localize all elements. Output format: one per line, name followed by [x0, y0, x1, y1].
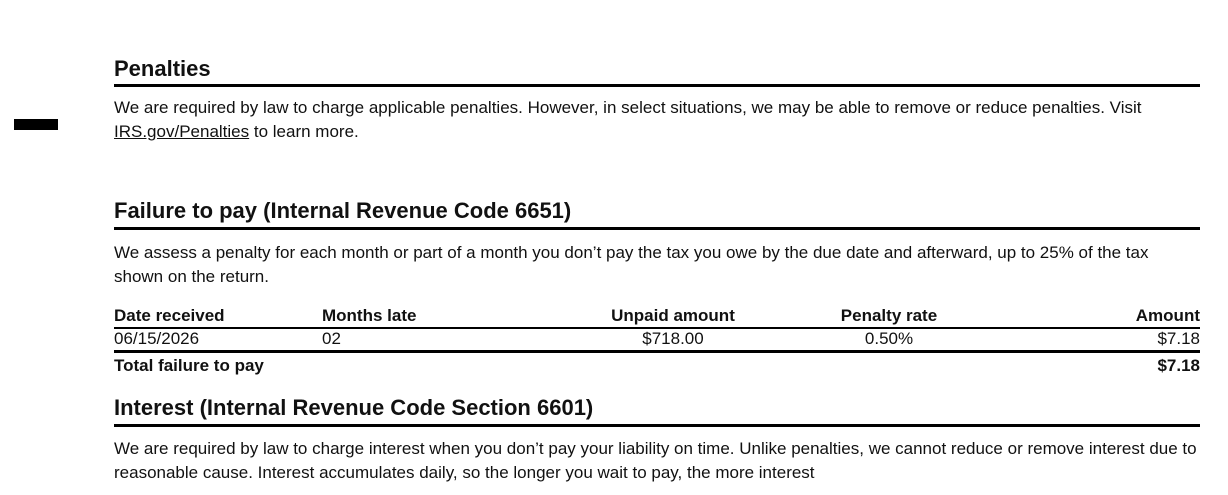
total-amount: $7.18: [1157, 356, 1200, 375]
penalties-text-before-link: We are required by law to charge applicable penalties. However, in select situations, we may be able to remove or reduce penalties. Visit: [114, 98, 1142, 117]
interest-heading: Interest (Internal Revenue Code Section 6601): [114, 395, 594, 420]
failure-to-pay-description: We assess a penalty for each month or part of a month you don’t pay the tax you owe by the due date and afterward, up to 25% of the tax shown on the return.: [114, 243, 1149, 286]
column-header-amount: Amount: [1135, 306, 1200, 325]
table-row: [114, 328, 1200, 349]
column-header-months-late: Months late: [322, 306, 417, 325]
failure-to-pay-heading-rule: [114, 227, 1200, 230]
table-header-row: [114, 305, 1200, 326]
total-row: [114, 355, 1200, 376]
months-late-cell: 02: [322, 329, 341, 348]
date-received-cell: 06/15/2026: [114, 329, 200, 348]
penalties-text-after-link: to learn more.: [249, 122, 359, 141]
failure-to-pay-heading: Failure to pay (Internal Revenue Code 6651): [114, 198, 572, 223]
column-header-penalty-rate: Penalty rate: [840, 306, 938, 325]
penalties-paragraph: [114, 96, 1200, 144]
margin-marker-bar: [14, 119, 58, 130]
unpaid-amount-cell: $718.00: [642, 329, 704, 348]
irs-penalties-link[interactable]: IRS.gov/Penalties: [114, 122, 250, 141]
interest-description: We are required by law to charge interest when you don’t pay your liability on time. Unlike penalties, we cannot reduce or remove interest due to reasonable cause. Interest accumulates daily, so the longer you wait to pay, the more interest: [114, 439, 1197, 482]
total-label: Total failure to pay: [114, 356, 264, 375]
data-row-rule: [114, 350, 1200, 353]
penalties-heading: Penalties: [114, 56, 211, 81]
penalties-heading-rule: [114, 84, 1200, 87]
failure-to-pay-table: [114, 305, 1200, 376]
column-header-date-received: Date received: [114, 306, 225, 325]
penalty-rate-cell: 0.50%: [864, 329, 914, 348]
column-header-unpaid-amount: Unpaid amount: [611, 306, 735, 325]
amount-cell: $7.18: [1157, 329, 1200, 348]
interest-heading-rule: [114, 424, 1200, 427]
